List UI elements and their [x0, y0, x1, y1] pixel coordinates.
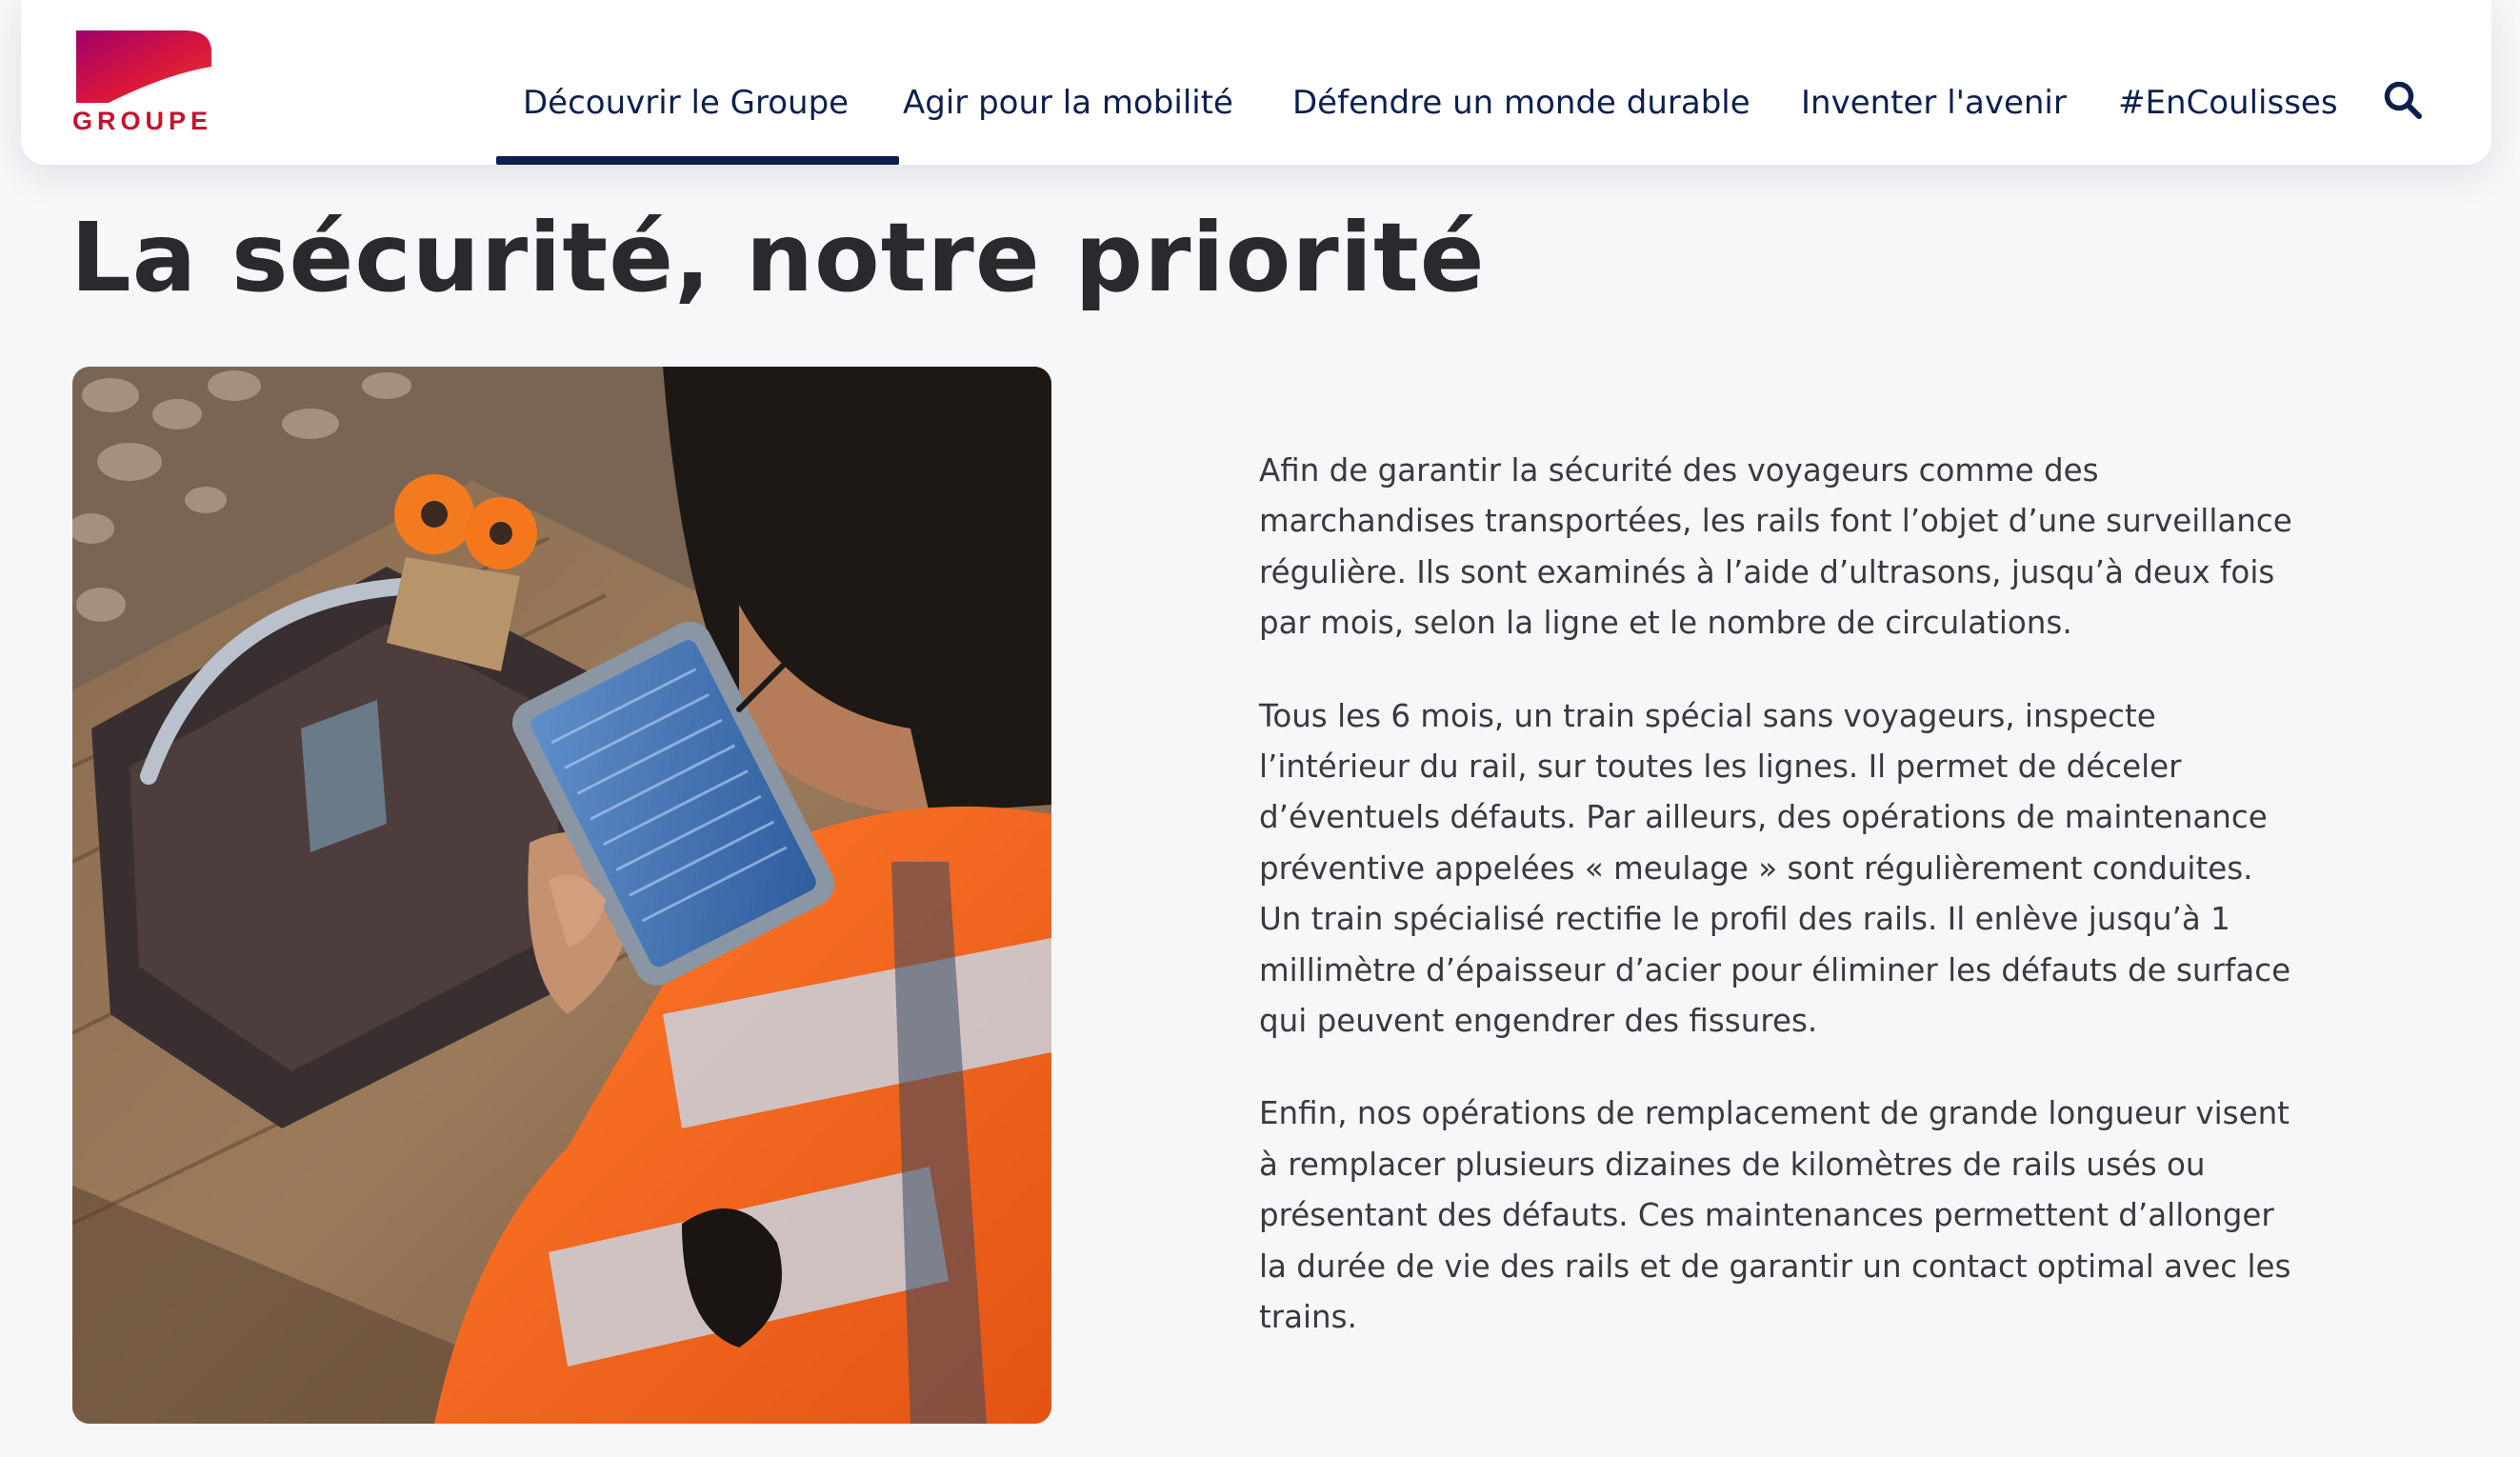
- site-header: [21, 0, 2491, 165]
- sncf-groupe-logo[interactable]: [70, 29, 213, 139]
- nav-item-agir-pour-la-mobilite[interactable]: Agir pour la mobilité: [903, 84, 1233, 122]
- sncf-logo-mark: [70, 29, 213, 105]
- rail-inspection-photo: [72, 367, 1051, 1424]
- logo-subtitle: GROUPE: [72, 107, 213, 135]
- article-body: [1259, 446, 2297, 1386]
- nav-item-encoulisses[interactable]: #EnCoulisses: [2118, 84, 2338, 122]
- nav-item-defendre-un-monde-durable[interactable]: Défendre un monde durable: [1292, 84, 1750, 122]
- article-paragraph-1: Afin de garantir la sécurité des voyageurs comme des marchandises transportées, les rails font l’objet d’une surveillance régulière. Ils sont examinés à l’aide d’ultrasons, jusqu’à deux fois par mois, selon la ligne et le nombre de circulations.: [1259, 452, 2292, 642]
- active-nav-indicator: [496, 156, 899, 165]
- nav-item-decouvrir-le-groupe[interactable]: Découvrir le Groupe: [523, 84, 850, 122]
- nav-item-inventer-l-avenir[interactable]: Inventer l'avenir: [1801, 84, 2067, 122]
- article-paragraph-3: Enfin, nos opérations de remplacement de grande longueur visent à remplacer plusieurs dizaines de kilomètres de rails usés ou présentant des défauts. Ces maintenances permettent d’allonger la durée de vie des rails et de garantir un contact optimal avec les trains.: [1259, 1095, 2291, 1336]
- page-title: La sécurité, notre priorité: [70, 202, 1486, 313]
- search-icon[interactable]: [2381, 78, 2425, 122]
- article-paragraph-2: Tous les 6 mois, un train spécial sans voyageurs, inspecte l’intérieur du rail, sur toutes les lignes. Il permet de déceler d’éventuels défauts. Par ailleurs, des opérations de maintenance préventive appelées « meulage » sont régulièrement conduites. Un train spécialisé rectifie le profil des rails. Il enlève jusqu’à 1 millimètre d’épaisseur d’acier pour éliminer les défauts de surface qui peuvent engendrer des fissures.: [1259, 697, 2291, 1040]
